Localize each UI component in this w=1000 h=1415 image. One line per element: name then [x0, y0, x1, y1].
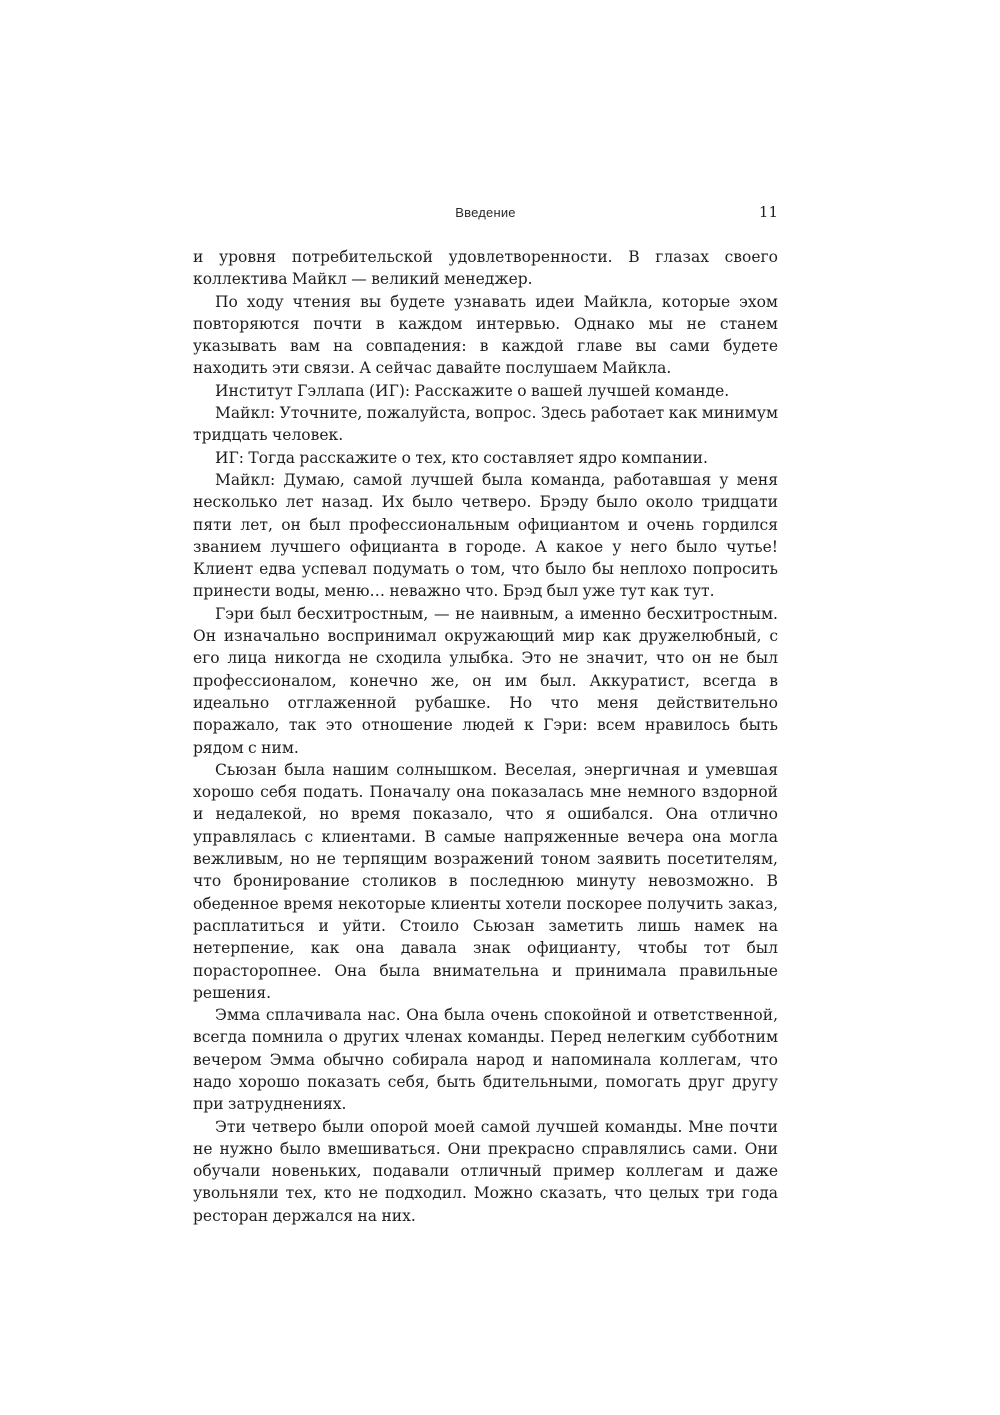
paragraph-dialogue: Майкл: Уточните, пожалуйста, вопрос. Здесь работает как минимум тридцать человек. [193, 404, 778, 445]
page-header [193, 205, 778, 229]
paragraph: Эти четверо были опорой моей самой лучшей команды. Мне почти не нужно было вмешиваться. Они прекрасно справлялись сами. Они обучали новеньких, подавали отличный пример коллегам и даже увольняли тех, кто не подходил. Можно сказать, что целых три года ресторан держался на них. [193, 1117, 778, 1225]
body-text [193, 246, 778, 1227]
running-head: Введение [455, 205, 516, 220]
paragraph-dialogue: ИГ: Тогда расскажите о тех, кто составляет ядро компании. [215, 448, 708, 467]
paragraph: Гэри был бесхитростным, — не наивным, а именно бесхитростным. Он изначально воспринимал окружающий мир как дружелюбный, с его лица никогда не сходила улыбка. Это не значит, что он не был профессионалом, конечно же, он им был. Аккуратист, всегда в идеально отглаженной рубашке. Но что меня действительно поражало, так это отношение людей к Гэри: всем нравилось быть рядом с ним. [193, 604, 778, 757]
paragraph: Эмма сплачивала нас. Она была очень спокойной и ответственной, всегда помнила о других членах команды. Перед нелегким субботним вечером Эмма обычно собирала народ и напоминала коллегам, что надо хорошо показать себя, быть бдительными, помогать друг другу при затруднениях. [193, 1006, 778, 1114]
paragraph-dialogue: Майкл: Думаю, самой лучшей была команда, работавшая у меня несколько лет назад. Их было четверо. Брэду было около тридцати пяти лет, он был профессиональным официантом и очень гордился званием лучшего официанта в городе. А какое у него было чутье! Клиент едва успевал подумать о том, что было бы неплохо попросить принести воды, меню… неважно что. Брэд был уже тут как тут. [193, 470, 778, 601]
paragraph: Сьюзан была нашим солнышком. Веселая, энергичная и умевшая хорошо себя подать. Поначалу она показалась мне немного вздорной и недалекой, но время показало, что я ошибался. Она отлично управлялась с клиентами. В самые напряженные вечера она могла вежливым, но не терпящим возражений тоном заявить посетителям, что бронирование столиков в последнюю минуту невозможно. В обеденное время некоторые клиенты хотели поскорее получить заказ, расплатиться и уйти. Стоило Сьюзан заметить лишь намек на нетерпение, как она давала знак официанту, чтобы тот был порасторопнее. Она была внимательна и принимала правильные решения. [193, 760, 778, 1002]
paragraph-continuation: и уровня потребительской удовлетворенности. В глазах своего коллектива Майкл — великий менеджер. [193, 248, 778, 289]
paragraph: По ходу чтения вы будете узнавать идеи Майкла, которые эхом повторяются почти в каждом интервью. Однако мы не станем указывать вам на совпадения: в каждой главе вы сами будете находить эти связи. А сейчас давайте послушаем Майкла. [193, 292, 778, 378]
paragraph-dialogue: Институт Гэллапа (ИГ): Расскажите о вашей лучшей команде. [215, 381, 730, 400]
page-number: 11 [758, 203, 778, 221]
